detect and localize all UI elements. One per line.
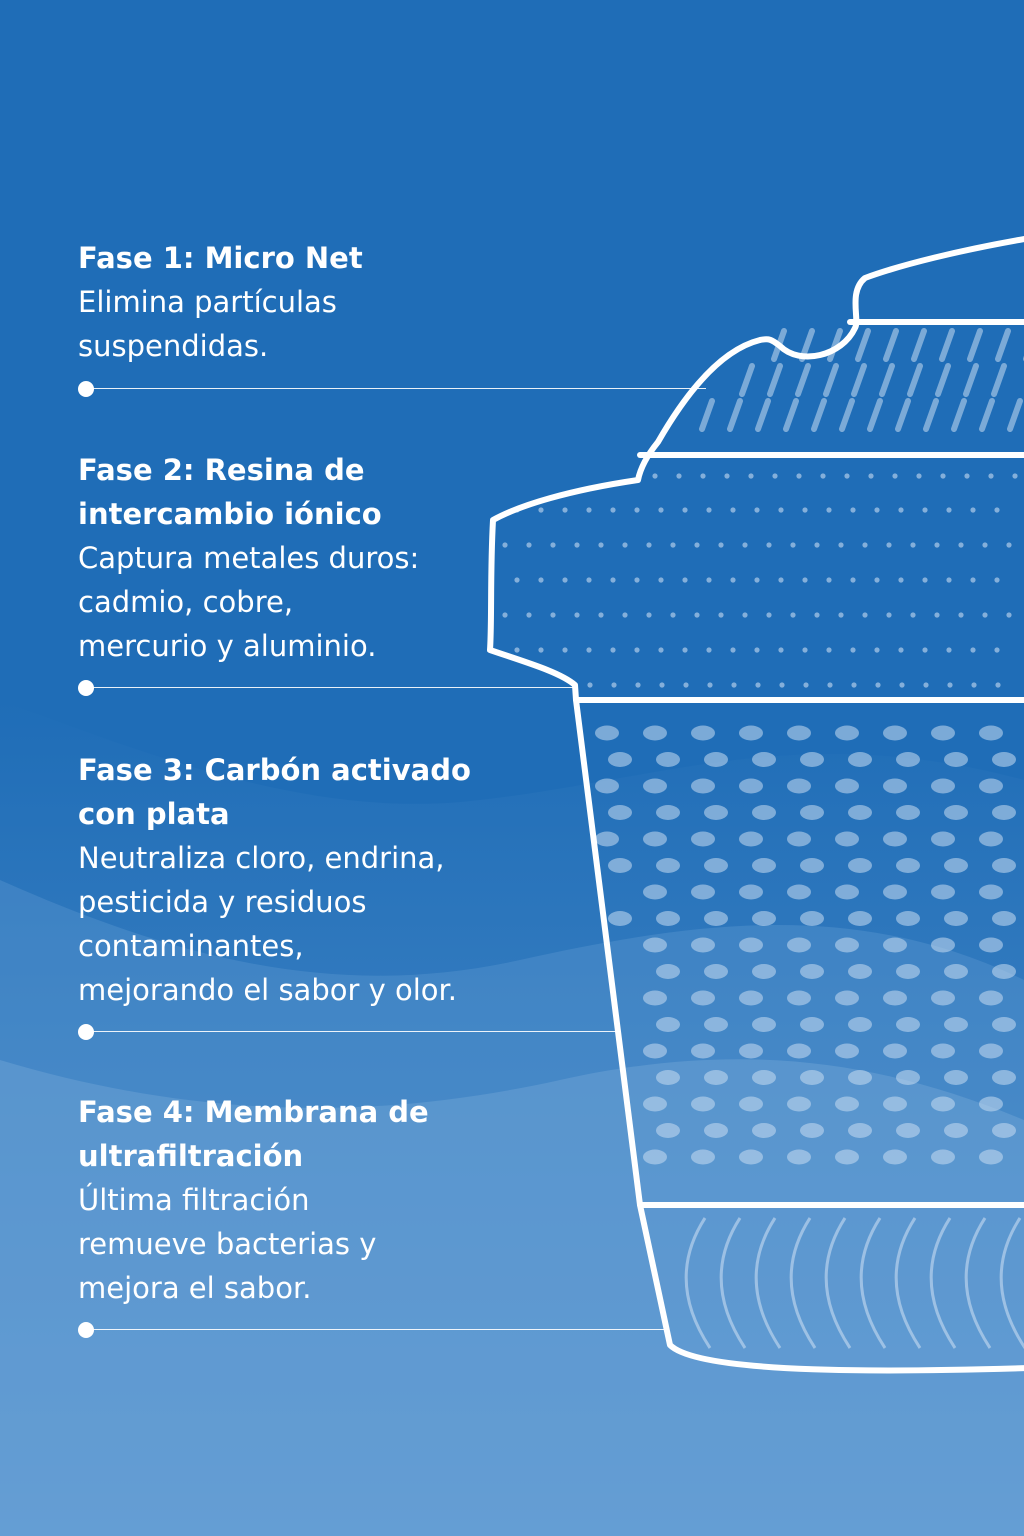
dot-mark xyxy=(691,726,715,741)
phase-4-title: Fase 4: Membrana de ultrafiltración xyxy=(78,1095,429,1173)
dot-mark xyxy=(656,1070,680,1085)
dot-mark xyxy=(656,858,680,873)
dot-mark xyxy=(835,1044,859,1059)
dot-mark xyxy=(896,964,920,979)
dot-mark xyxy=(979,726,1003,741)
dot-mark xyxy=(886,542,891,547)
dot-mark xyxy=(944,1017,968,1032)
dot-mark xyxy=(730,507,735,512)
phase-4-leader-dot xyxy=(78,1322,94,1338)
dot-mark xyxy=(779,682,784,687)
dot-mark xyxy=(643,938,667,953)
dot-mark xyxy=(970,647,975,652)
dot-mark xyxy=(646,612,651,617)
dot-mark xyxy=(835,779,859,794)
dot-mark xyxy=(682,577,687,582)
dot-mark xyxy=(718,612,723,617)
dot-mark xyxy=(988,473,993,478)
dot-mark xyxy=(827,682,832,687)
dot-mark xyxy=(944,805,968,820)
dot-mark xyxy=(923,682,928,687)
dot-mark xyxy=(574,542,579,547)
dot-mark xyxy=(964,473,969,478)
dot-mark xyxy=(550,612,555,617)
dot-mark xyxy=(683,682,688,687)
dot-mark xyxy=(848,858,872,873)
dot-mark xyxy=(800,1123,824,1138)
dot-mark xyxy=(835,726,859,741)
dot-mark xyxy=(787,938,811,953)
dot-mark xyxy=(656,964,680,979)
dot-mark xyxy=(848,964,872,979)
dot-mark xyxy=(982,542,987,547)
dot-mark xyxy=(610,647,615,652)
dot-mark xyxy=(704,1070,728,1085)
dot-mark xyxy=(979,938,1003,953)
dot-mark xyxy=(595,779,619,794)
dot-mark xyxy=(883,726,907,741)
dot-mark xyxy=(883,991,907,1006)
dot-mark xyxy=(691,1044,715,1059)
dot-mark xyxy=(610,577,615,582)
dot-mark xyxy=(538,577,543,582)
dot-mark xyxy=(883,885,907,900)
dot-mark xyxy=(814,612,819,617)
dot-mark xyxy=(739,1097,763,1112)
dot-mark xyxy=(820,473,825,478)
dot-mark xyxy=(635,682,640,687)
dot-mark xyxy=(896,911,920,926)
phase-4-description: Última filtración remueve bacterias y mejora el sabor. xyxy=(78,1183,377,1305)
dot-mark xyxy=(634,577,639,582)
dot-mark xyxy=(916,473,921,478)
phase-2-description: Captura metales duros: cadmio, cobre, mercurio y aluminio. xyxy=(78,541,420,663)
dot-mark xyxy=(931,726,955,741)
dot-mark xyxy=(896,805,920,820)
dot-mark xyxy=(835,885,859,900)
dot-mark xyxy=(896,1123,920,1138)
dot-mark xyxy=(992,752,1016,767)
dot-mark xyxy=(835,832,859,847)
dot-mark xyxy=(979,991,1003,1006)
dot-mark xyxy=(787,1150,811,1165)
dot-mark xyxy=(994,647,999,652)
phase-3-description: Neutraliza cloro, endrina, pesticida y residuos contaminantes, mejorando el sabor y olor. xyxy=(78,841,458,1007)
dot-mark xyxy=(682,507,687,512)
dot-mark xyxy=(643,991,667,1006)
dot-mark xyxy=(598,612,603,617)
dot-mark xyxy=(691,885,715,900)
dot-mark xyxy=(883,1150,907,1165)
phase-3-leader-dot xyxy=(78,1024,94,1040)
dot-mark xyxy=(752,752,776,767)
dot-mark xyxy=(898,647,903,652)
dot-mark xyxy=(946,647,951,652)
dot-mark xyxy=(608,752,632,767)
dot-mark xyxy=(970,577,975,582)
phase-1-title: Fase 1: Micro Net xyxy=(78,241,363,275)
dot-mark xyxy=(658,647,663,652)
dot-mark xyxy=(587,682,592,687)
dot-mark xyxy=(958,612,963,617)
dot-mark xyxy=(608,805,632,820)
phase-1-block xyxy=(78,236,518,368)
dot-mark xyxy=(704,858,728,873)
dot-mark xyxy=(730,647,735,652)
dot-mark xyxy=(731,682,736,687)
dot-mark xyxy=(670,542,675,547)
dot-mark xyxy=(656,752,680,767)
dot-mark xyxy=(800,752,824,767)
dot-mark xyxy=(706,647,711,652)
dot-mark xyxy=(643,885,667,900)
dot-mark xyxy=(562,577,567,582)
dot-mark xyxy=(931,885,955,900)
phase-2-title: Fase 2: Resina de intercambio iónico xyxy=(78,453,382,531)
dot-mark xyxy=(862,612,867,617)
dot-mark xyxy=(634,647,639,652)
dot-mark xyxy=(800,1017,824,1032)
dot-mark xyxy=(752,858,776,873)
dot-mark xyxy=(992,1123,1016,1138)
dot-mark xyxy=(944,752,968,767)
dot-mark xyxy=(748,473,753,478)
dot-mark xyxy=(931,1044,955,1059)
dot-mark xyxy=(739,779,763,794)
dot-mark xyxy=(910,542,915,547)
dot-mark xyxy=(992,1070,1016,1085)
dot-mark xyxy=(848,1123,872,1138)
dot-mark xyxy=(838,542,843,547)
dot-mark xyxy=(766,612,771,617)
dot-mark xyxy=(848,1070,872,1085)
dot-mark xyxy=(896,1070,920,1085)
dot-mark xyxy=(844,473,849,478)
dot-mark xyxy=(896,858,920,873)
dot-mark xyxy=(874,507,879,512)
dot-mark xyxy=(778,647,783,652)
dot-mark xyxy=(992,911,1016,926)
dot-mark xyxy=(562,507,567,512)
dot-mark xyxy=(838,612,843,617)
dot-mark xyxy=(883,938,907,953)
phase-3-block xyxy=(78,748,518,1012)
dot-mark xyxy=(694,542,699,547)
dot-mark xyxy=(826,577,831,582)
dot-mark xyxy=(790,542,795,547)
dot-mark xyxy=(898,507,903,512)
dot-mark xyxy=(595,726,619,741)
dot-mark xyxy=(944,858,968,873)
dot-mark xyxy=(947,682,952,687)
dot-mark xyxy=(656,1017,680,1032)
phase-3-title: Fase 3: Carbón activado con plata xyxy=(78,753,471,831)
dot-mark xyxy=(946,577,951,582)
dot-mark xyxy=(670,612,675,617)
dot-mark xyxy=(704,1017,728,1032)
dot-mark xyxy=(724,473,729,478)
dot-mark xyxy=(850,647,855,652)
dot-mark xyxy=(598,542,603,547)
dot-mark xyxy=(800,911,824,926)
dot-mark xyxy=(826,507,831,512)
dot-mark xyxy=(586,577,591,582)
dot-mark xyxy=(586,507,591,512)
dot-mark xyxy=(796,473,801,478)
dot-mark xyxy=(538,507,543,512)
dot-mark xyxy=(704,752,728,767)
phase-4-block xyxy=(78,1090,518,1310)
dot-mark xyxy=(754,647,759,652)
dot-mark xyxy=(595,832,619,847)
dot-mark xyxy=(694,612,699,617)
dot-mark xyxy=(622,542,627,547)
dot-mark xyxy=(608,858,632,873)
dot-mark xyxy=(835,991,859,1006)
dot-mark xyxy=(931,1150,955,1165)
dot-mark xyxy=(754,507,759,512)
dot-mark xyxy=(994,577,999,582)
dot-mark xyxy=(739,1044,763,1059)
dot-mark xyxy=(850,577,855,582)
dot-mark xyxy=(691,991,715,1006)
dot-mark xyxy=(787,726,811,741)
dot-mark xyxy=(704,1123,728,1138)
dot-mark xyxy=(691,832,715,847)
dot-mark xyxy=(752,911,776,926)
dot-mark xyxy=(608,911,632,926)
dot-mark xyxy=(622,612,627,617)
dot-mark xyxy=(787,779,811,794)
dot-mark xyxy=(1012,473,1017,478)
dot-mark xyxy=(874,647,879,652)
dot-mark xyxy=(730,577,735,582)
dot-mark xyxy=(1006,612,1011,617)
dot-mark xyxy=(946,507,951,512)
dot-mark xyxy=(931,779,955,794)
dot-mark xyxy=(691,938,715,953)
dot-mark xyxy=(896,1017,920,1032)
dot-mark xyxy=(848,911,872,926)
dot-mark xyxy=(922,507,927,512)
dot-mark xyxy=(800,805,824,820)
dot-mark xyxy=(800,1070,824,1085)
dot-mark xyxy=(787,885,811,900)
dot-mark xyxy=(802,507,807,512)
phase-3-leader-line xyxy=(86,1031,616,1032)
dot-mark xyxy=(766,542,771,547)
dot-mark xyxy=(691,1150,715,1165)
dot-mark xyxy=(646,542,651,547)
phase-1-description: Elimina partículas suspendidas. xyxy=(78,285,337,363)
dot-mark xyxy=(676,473,681,478)
dot-mark xyxy=(848,1017,872,1032)
phase-2-leader-dot xyxy=(78,680,94,696)
dot-mark xyxy=(658,577,663,582)
dot-mark xyxy=(883,779,907,794)
dot-mark xyxy=(862,542,867,547)
dot-mark xyxy=(922,647,927,652)
dot-mark xyxy=(526,542,531,547)
dot-mark xyxy=(755,682,760,687)
dot-mark xyxy=(898,577,903,582)
dot-mark xyxy=(835,1097,859,1112)
dot-mark xyxy=(691,1097,715,1112)
dot-mark xyxy=(742,612,747,617)
dot-mark xyxy=(848,805,872,820)
dot-mark xyxy=(982,612,987,617)
dot-mark xyxy=(826,647,831,652)
dot-mark xyxy=(899,682,904,687)
dot-mark xyxy=(772,473,777,478)
dot-mark xyxy=(778,507,783,512)
dot-mark xyxy=(787,832,811,847)
dot-mark xyxy=(704,911,728,926)
dot-mark xyxy=(944,964,968,979)
dot-mark xyxy=(944,1070,968,1085)
dot-mark xyxy=(892,473,897,478)
dot-mark xyxy=(752,1123,776,1138)
dot-mark xyxy=(979,1044,1003,1059)
dot-mark xyxy=(896,752,920,767)
dot-mark xyxy=(658,507,663,512)
dot-mark xyxy=(739,885,763,900)
dot-mark xyxy=(803,682,808,687)
dot-mark xyxy=(970,507,975,512)
dot-mark xyxy=(634,507,639,512)
dot-mark xyxy=(800,964,824,979)
dot-mark xyxy=(875,682,880,687)
dot-mark xyxy=(934,612,939,617)
dot-mark xyxy=(979,832,1003,847)
phase-4-leader-line xyxy=(86,1329,666,1330)
dot-mark xyxy=(778,577,783,582)
dot-mark xyxy=(752,1017,776,1032)
dot-mark xyxy=(850,507,855,512)
dot-mark xyxy=(931,1097,955,1112)
dot-mark xyxy=(883,1044,907,1059)
dot-mark xyxy=(787,1097,811,1112)
dot-mark xyxy=(910,612,915,617)
dot-mark xyxy=(802,647,807,652)
dot-mark xyxy=(643,1044,667,1059)
dot-mark xyxy=(886,612,891,617)
dot-mark xyxy=(944,1123,968,1138)
dot-mark xyxy=(562,647,567,652)
dot-mark xyxy=(706,577,711,582)
dot-mark xyxy=(739,726,763,741)
dot-mark xyxy=(851,682,856,687)
dot-mark xyxy=(971,682,976,687)
dot-mark xyxy=(643,832,667,847)
dot-mark xyxy=(682,647,687,652)
dot-mark xyxy=(652,473,657,478)
dot-mark xyxy=(742,542,747,547)
dot-mark xyxy=(814,542,819,547)
dot-mark xyxy=(835,938,859,953)
dot-mark xyxy=(752,1070,776,1085)
dot-mark xyxy=(643,726,667,741)
dot-mark xyxy=(800,858,824,873)
dot-mark xyxy=(979,1097,1003,1112)
dot-mark xyxy=(739,991,763,1006)
dot-mark xyxy=(691,779,715,794)
dot-mark xyxy=(944,911,968,926)
dot-mark xyxy=(718,542,723,547)
dot-mark xyxy=(992,858,1016,873)
dot-mark xyxy=(883,1097,907,1112)
dot-mark xyxy=(700,473,705,478)
dot-mark xyxy=(643,1150,667,1165)
phase-1-leader-line xyxy=(86,388,706,389)
dot-mark xyxy=(931,938,955,953)
dot-mark xyxy=(538,647,543,652)
dot-mark xyxy=(739,1150,763,1165)
phase-2-block xyxy=(78,448,518,668)
dot-mark xyxy=(704,805,728,820)
dot-mark xyxy=(922,577,927,582)
dot-mark xyxy=(656,1123,680,1138)
dot-mark xyxy=(802,577,807,582)
dot-mark xyxy=(787,991,811,1006)
dot-mark xyxy=(934,542,939,547)
dot-mark xyxy=(931,991,955,1006)
dot-mark xyxy=(874,577,879,582)
dot-mark xyxy=(754,577,759,582)
dot-mark xyxy=(995,682,1000,687)
dot-mark xyxy=(992,1017,1016,1032)
dot-mark xyxy=(994,507,999,512)
dot-mark xyxy=(610,507,615,512)
dot-mark xyxy=(883,832,907,847)
dot-mark xyxy=(586,647,591,652)
dot-mark xyxy=(790,612,795,617)
dot-mark xyxy=(868,473,873,478)
dot-mark xyxy=(931,832,955,847)
dot-mark xyxy=(704,964,728,979)
dot-mark xyxy=(1006,542,1011,547)
dot-mark xyxy=(643,1097,667,1112)
dot-mark xyxy=(992,805,1016,820)
dot-mark xyxy=(707,682,712,687)
dot-mark xyxy=(526,612,531,617)
dot-mark xyxy=(739,938,763,953)
dot-mark xyxy=(979,779,1003,794)
dot-mark xyxy=(611,682,616,687)
dot-mark xyxy=(787,1044,811,1059)
dot-mark xyxy=(979,1150,1003,1165)
dot-mark xyxy=(979,885,1003,900)
dot-mark xyxy=(656,805,680,820)
dot-mark xyxy=(752,964,776,979)
dot-mark xyxy=(574,612,579,617)
dot-mark xyxy=(706,507,711,512)
dot-mark xyxy=(958,542,963,547)
dot-mark xyxy=(739,832,763,847)
phase-1-leader-dot xyxy=(78,381,94,397)
dot-mark xyxy=(835,1150,859,1165)
dot-mark xyxy=(643,779,667,794)
dot-mark xyxy=(659,682,664,687)
dot-mark xyxy=(656,911,680,926)
dot-mark xyxy=(550,542,555,547)
dot-mark xyxy=(940,473,945,478)
dot-mark xyxy=(848,752,872,767)
dot-mark xyxy=(992,964,1016,979)
phase-2-leader-line xyxy=(86,687,578,688)
dot-mark xyxy=(752,805,776,820)
